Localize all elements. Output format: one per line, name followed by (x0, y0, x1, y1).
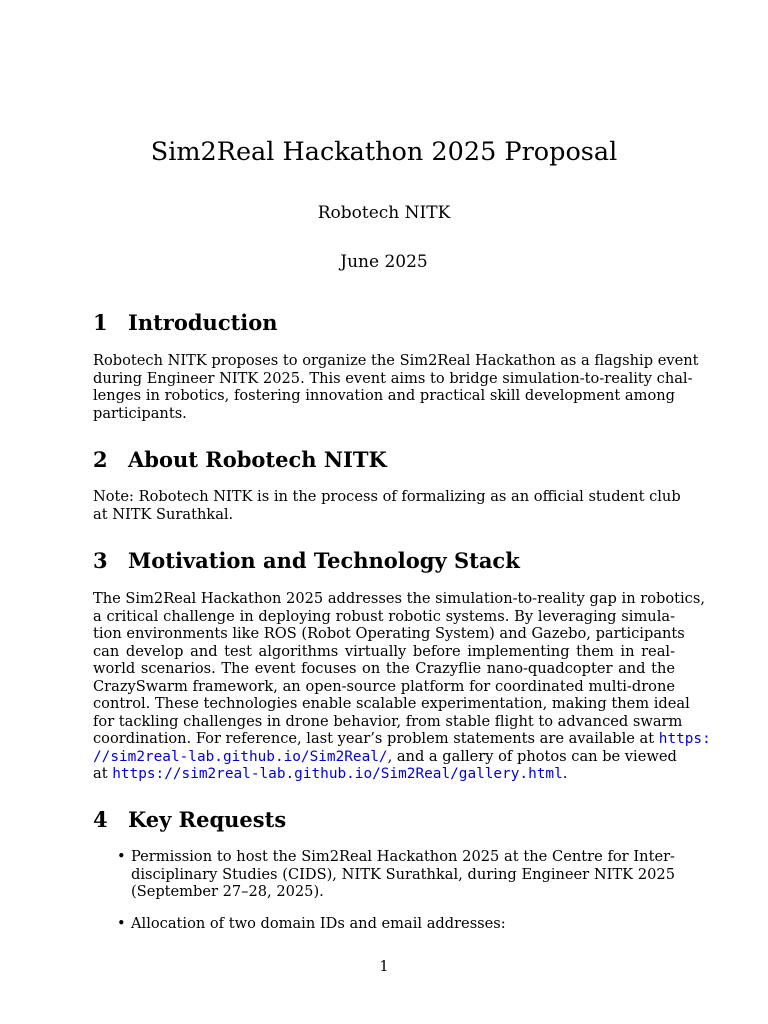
section-title: About Robotech NITK (128, 447, 387, 472)
paragraph-line: during Engineer NITK 2025. This event aims to bridge simulation-to-reality chal- (93, 369, 693, 387)
section-title: Key Requests (128, 807, 287, 832)
section-heading-key-requests (93, 806, 683, 834)
list-item-line: Allocation of two domain IDs and email addresses: (131, 915, 506, 932)
about-paragraph (93, 488, 681, 523)
paragraph-line: Robotech NITK proposes to organize the Sim2Real Hackathon as a flagship event (93, 352, 699, 369)
list-item-text (131, 915, 675, 933)
paragraph-line: The Sim2Real Hackathon 2025 addresses the simulation-to-reality gap in robotics, (93, 590, 705, 607)
paragraph-line: lenges in robotics, fostering innovation and practical skill development among (93, 387, 675, 404)
motivation-paragraph (93, 590, 711, 783)
paragraph-line: Note: Robotech NITK is in the process of formalizing as an official student club (93, 488, 681, 505)
paragraph-line (93, 730, 711, 748)
paragraph-line: participants. (93, 404, 187, 422)
document-author: Robotech NITK (317, 203, 451, 223)
paragraph-line: control. These technologies enable scalable experimentation, making them ideal (93, 695, 690, 712)
list-item-line: Permission to host the Sim2Real Hackathon 2025 at the Centre for Inter- (131, 848, 675, 865)
document-date: June 2025 (340, 252, 428, 272)
page-number: 1 (379, 958, 389, 975)
bullet-icon: • (117, 848, 126, 865)
section-heading-introduction (93, 309, 683, 337)
gallery-link[interactable]: https://sim2real-lab.github.io/Sim2Real/gallery.html (112, 766, 563, 782)
paragraph-line: CrazySwarm framework, an open-source platform for coordinated multi-drone (93, 677, 675, 695)
section-number: 4 (93, 807, 108, 832)
list-item-text (131, 848, 675, 901)
gallery-text: , and a gallery of photos can be viewed (387, 747, 677, 765)
paragraph-line: world scenarios. The event focuses on the Crazyflie nano-quadcopter and the (93, 660, 675, 677)
document-title: Sim2Real Hackathon 2025 Proposal (150, 137, 618, 167)
paragraph-line (93, 748, 675, 766)
paragraph-line: tion environments like ROS (Robot Operating System) and Gazebo, participants (93, 625, 685, 642)
introduction-paragraph (93, 352, 699, 422)
section-number: 2 (93, 447, 108, 472)
list-item (93, 915, 675, 933)
list-item-line: (September 27–28, 2025). (131, 883, 324, 900)
problem-statements-link[interactable]: https: (658, 731, 711, 747)
section-title: Introduction (128, 310, 278, 335)
section-heading-about (93, 446, 683, 474)
at-text: at (93, 765, 108, 782)
problem-statements-link-continued[interactable]: //sim2real-lab.github.io/Sim2Real/ (93, 748, 388, 765)
reference-text: coordination. For reference, last year’s problem statements are available at (93, 730, 655, 747)
section-number: 1 (93, 310, 108, 335)
section-title: Motivation and Technology Stack (128, 548, 520, 573)
paragraph-line: a critical challenge in deploying robust robotic systems. By leveraging simula- (93, 607, 675, 625)
bullet-icon: • (117, 915, 126, 932)
paragraph-line: at NITK Surathkal. (93, 505, 234, 523)
section-number: 3 (93, 548, 108, 573)
key-requests-list (93, 848, 675, 948)
list-item-line: disciplinary Studies (CIDS), NITK Surathkal, during Engineer NITK 2025 (131, 865, 675, 883)
list-item (93, 848, 675, 901)
paragraph-line: can develop and test algorithms virtually before implementing them in real- (93, 642, 675, 660)
section-heading-motivation (93, 547, 683, 575)
end-period: . (562, 765, 568, 782)
paragraph-line (93, 765, 675, 783)
paragraph-line: for tackling challenges in drone behavior, from stable flight to advanced swarm (93, 712, 683, 730)
